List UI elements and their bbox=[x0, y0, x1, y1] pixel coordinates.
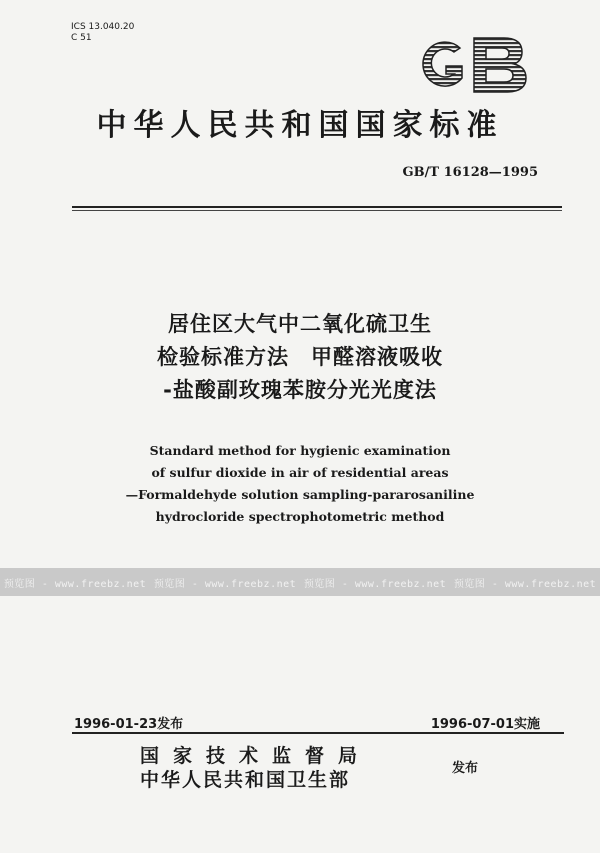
watermark-text: 预览图 - www.freebz.net bbox=[303, 578, 447, 590]
ics-classification bbox=[71, 22, 134, 44]
standard-code: GB/T 16128—1995 bbox=[402, 165, 538, 180]
english-title-line: —Formaldehyde solution sampling-pararosaniline bbox=[125, 487, 475, 502]
english-title bbox=[0, 440, 600, 528]
issue-date: 1996-01-23发布 bbox=[74, 717, 184, 732]
preview-watermark-band bbox=[0, 568, 600, 596]
gb-logo bbox=[412, 30, 530, 98]
chinese-title-line: 检验标准方法 甲醛溶液吸收 bbox=[157, 345, 443, 369]
header-rule-thin bbox=[72, 210, 562, 211]
chinese-title-line: -盐酸副玫瑰苯胺分光光度法 bbox=[163, 378, 437, 402]
header-rule bbox=[72, 206, 562, 208]
ccs-code: C 51 bbox=[71, 33, 92, 43]
issuing-authorities bbox=[140, 744, 371, 792]
issuer-line: 国家技术监督局 bbox=[140, 745, 372, 767]
chinese-title bbox=[0, 308, 600, 407]
footer-rule bbox=[72, 732, 564, 734]
english-title-line: of sulfur dioxide in air of residential areas bbox=[151, 465, 449, 480]
watermark-text: 预览图 - www.freebz.net bbox=[153, 578, 297, 590]
ics-code: ICS 13.040.20 bbox=[71, 22, 135, 32]
standard-title: 中华人民共和国国家标准 bbox=[96, 108, 504, 143]
watermark-text: 预览图 - www.freebz.net bbox=[453, 578, 597, 590]
english-title-line: Standard method for hygienic examination bbox=[149, 443, 451, 458]
effective-date: 1996-07-01实施 bbox=[430, 717, 540, 732]
publish-label: 发布 bbox=[452, 761, 479, 776]
chinese-title-line: 居住区大气中二氧化硫卫生 bbox=[168, 312, 432, 336]
watermark-text: 预览图 - www.freebz.net bbox=[3, 578, 147, 590]
english-title-line: hydrocloride spectrophotometric method bbox=[155, 509, 445, 524]
issuer-line: 中华人民共和国卫生部 bbox=[140, 769, 351, 791]
